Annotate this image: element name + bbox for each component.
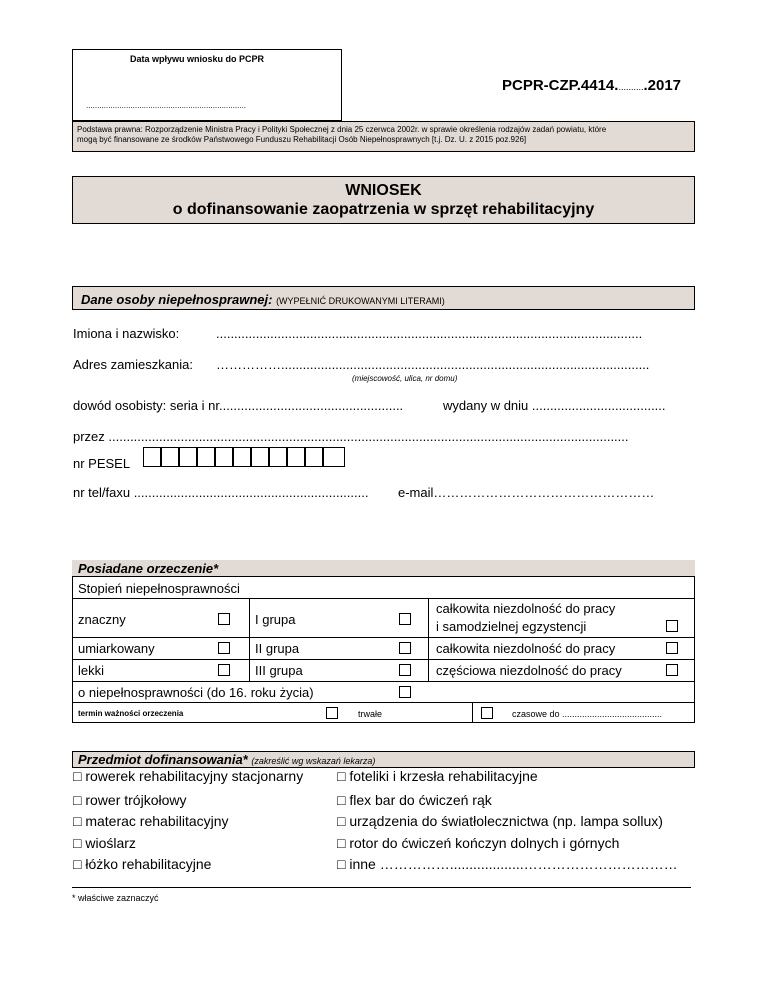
- footnote: * właściwe zaznaczyć: [72, 893, 159, 903]
- total-incapacity-checkbox[interactable]: [666, 642, 678, 654]
- person-heading-note: (WYPEŁNIĆ DRUKOWANYMI LITERAMI): [276, 296, 445, 306]
- under16-checkbox[interactable]: [399, 686, 411, 698]
- equipment-option[interactable]: □ materac rehabilitacyjny: [73, 813, 229, 829]
- legal-basis-line: Podstawa prawna: Rozporządzenie Ministra Pracy i Polityki Społecznej z dnia 25 czerwca 2002r. w sprawie określenia rodzajów zadań powiatu, które: [77, 125, 607, 134]
- degree-light-checkbox[interactable]: [218, 664, 230, 676]
- temporary-checkbox[interactable]: [481, 707, 493, 719]
- pesel-field[interactable]: [143, 447, 345, 467]
- equipment-option[interactable]: □ foteliki i krzesła rehabilitacyjne: [337, 768, 538, 784]
- receipt-date-field[interactable]: ........................................................................: [86, 101, 247, 110]
- name-field[interactable]: ......................................................................................................................: [216, 326, 643, 341]
- divider: [72, 598, 695, 599]
- pesel-digit-box[interactable]: [269, 447, 287, 467]
- pesel-label: nr PESEL: [73, 456, 131, 471]
- equipment-option[interactable]: □ wioślarz: [73, 835, 136, 851]
- divider: [72, 659, 695, 660]
- group-1-label: I grupa: [255, 612, 296, 627]
- equipment-option[interactable]: □ łóżko rehabilitacyjne: [73, 856, 212, 872]
- form-title-line1: WNIOSEK: [345, 182, 422, 199]
- total-incapacity-independent-label: całkowita niezdolność do pracy: [436, 601, 616, 616]
- permanent-label: trwałe: [358, 709, 383, 719]
- equipment-option[interactable]: □ rotor do ćwiczeń kończyn dolnych i górnych: [337, 835, 620, 851]
- divider: [72, 681, 695, 682]
- equipment-heading-text: Przedmiot dofinansowania*: [78, 752, 248, 767]
- pesel-digit-box[interactable]: [179, 447, 197, 467]
- pesel-digit-box[interactable]: [233, 447, 251, 467]
- degree-moderate-checkbox[interactable]: [218, 642, 230, 654]
- degree-moderate-label: umiarkowany: [78, 641, 155, 656]
- group-1-checkbox[interactable]: [399, 613, 411, 625]
- person-heading-text: Dane osoby niepełnosprawnej:: [81, 292, 273, 307]
- total-incapacity-independent-checkbox[interactable]: [666, 620, 678, 632]
- group-3-label: III grupa: [255, 663, 303, 678]
- equipment-option[interactable]: □ urządzenia do światłolecznictwa (np. lampa sollux): [337, 813, 663, 829]
- equipment-option[interactable]: □ flex bar do ćwiczeń rąk: [337, 792, 492, 808]
- equipment-option-other[interactable]: □ inne ……………...................……………………………: [337, 856, 678, 872]
- address-label: Adres zamieszkania:: [73, 357, 193, 372]
- name-label: Imiona i nazwisko:: [73, 326, 180, 341]
- issued-date-field[interactable]: wydany w dniu .....................................: [443, 398, 666, 413]
- degree-label: Stopień niepełnosprawności: [78, 581, 240, 596]
- person-section-heading: [72, 286, 695, 310]
- divider: [72, 702, 695, 703]
- permanent-checkbox[interactable]: [326, 707, 338, 719]
- address-field[interactable]: ……………......................................................................................................: [216, 357, 650, 372]
- temporary-date-field[interactable]: czasowe do ........................................: [512, 709, 663, 719]
- validity-label: termin ważności orzeczenia: [78, 709, 184, 718]
- pesel-digit-box[interactable]: [251, 447, 269, 467]
- case-number: PCPR-CZP.4414............2017: [502, 77, 682, 94]
- divider: [428, 598, 429, 681]
- partial-incapacity-label: częściowa niezdolność do pracy: [436, 663, 622, 678]
- divider: [249, 598, 250, 681]
- pesel-digit-box[interactable]: [323, 447, 345, 467]
- certificate-heading: Posiadane orzeczenie*: [78, 561, 219, 576]
- pesel-digit-box[interactable]: [215, 447, 233, 467]
- group-2-checkbox[interactable]: [399, 642, 411, 654]
- form-title-line2: o dofinansowanie zaopatrzenia w sprzęt rehabilitacyjny: [172, 201, 595, 218]
- group-2-label: II grupa: [255, 641, 300, 656]
- address-hint: (miejscowość, ulica, nr domu): [352, 374, 458, 383]
- partial-incapacity-checkbox[interactable]: [666, 664, 678, 676]
- pesel-digit-box[interactable]: [305, 447, 323, 467]
- phone-field[interactable]: nr tel/faxu .................................................................: [73, 485, 369, 500]
- divider: [472, 702, 473, 723]
- issued-by-field[interactable]: przez ................................................................................................................................................: [73, 429, 629, 444]
- pesel-digit-box[interactable]: [161, 447, 179, 467]
- pesel-digit-box[interactable]: [197, 447, 215, 467]
- under16-label: o niepełnosprawności (do 16. roku życia): [78, 685, 314, 700]
- degree-significant-label: znaczny: [78, 612, 126, 627]
- divider: [72, 637, 695, 638]
- form-title: [72, 176, 695, 224]
- email-field[interactable]: e-mail……………………………………………: [398, 485, 655, 500]
- equipment-heading: [78, 752, 375, 767]
- equipment-option[interactable]: □ rower trójkołowy: [73, 792, 187, 808]
- id-card-field[interactable]: dowód osobisty: seria i nr...................................................: [73, 398, 404, 413]
- total-incapacity-independent-label-2: i samodzielnej egzystencji: [436, 619, 587, 634]
- legal-basis-line: mogą być finansowane ze środków Państwowego Funduszu Rehabilitacji Osób Niepełnosprawnych [t.j. Dz. U. z 2015 poz.926]: [77, 135, 527, 144]
- total-incapacity-label: całkowita niezdolność do pracy: [436, 641, 616, 656]
- degree-significant-checkbox[interactable]: [218, 613, 230, 625]
- legal-basis: [72, 121, 695, 152]
- footnote-divider: [72, 887, 691, 888]
- degree-light-label: lekki: [78, 663, 105, 678]
- receipt-date-label: Data wpływu wniosku do PCPR: [130, 54, 265, 64]
- equipment-heading-note: (zakreślić wg wskazań lekarza): [251, 756, 376, 766]
- pesel-digit-box[interactable]: [287, 447, 305, 467]
- pesel-digit-box[interactable]: [143, 447, 161, 467]
- group-3-checkbox[interactable]: [399, 664, 411, 676]
- equipment-option[interactable]: □ rowerek rehabilitacyjny stacjonarny: [73, 768, 304, 784]
